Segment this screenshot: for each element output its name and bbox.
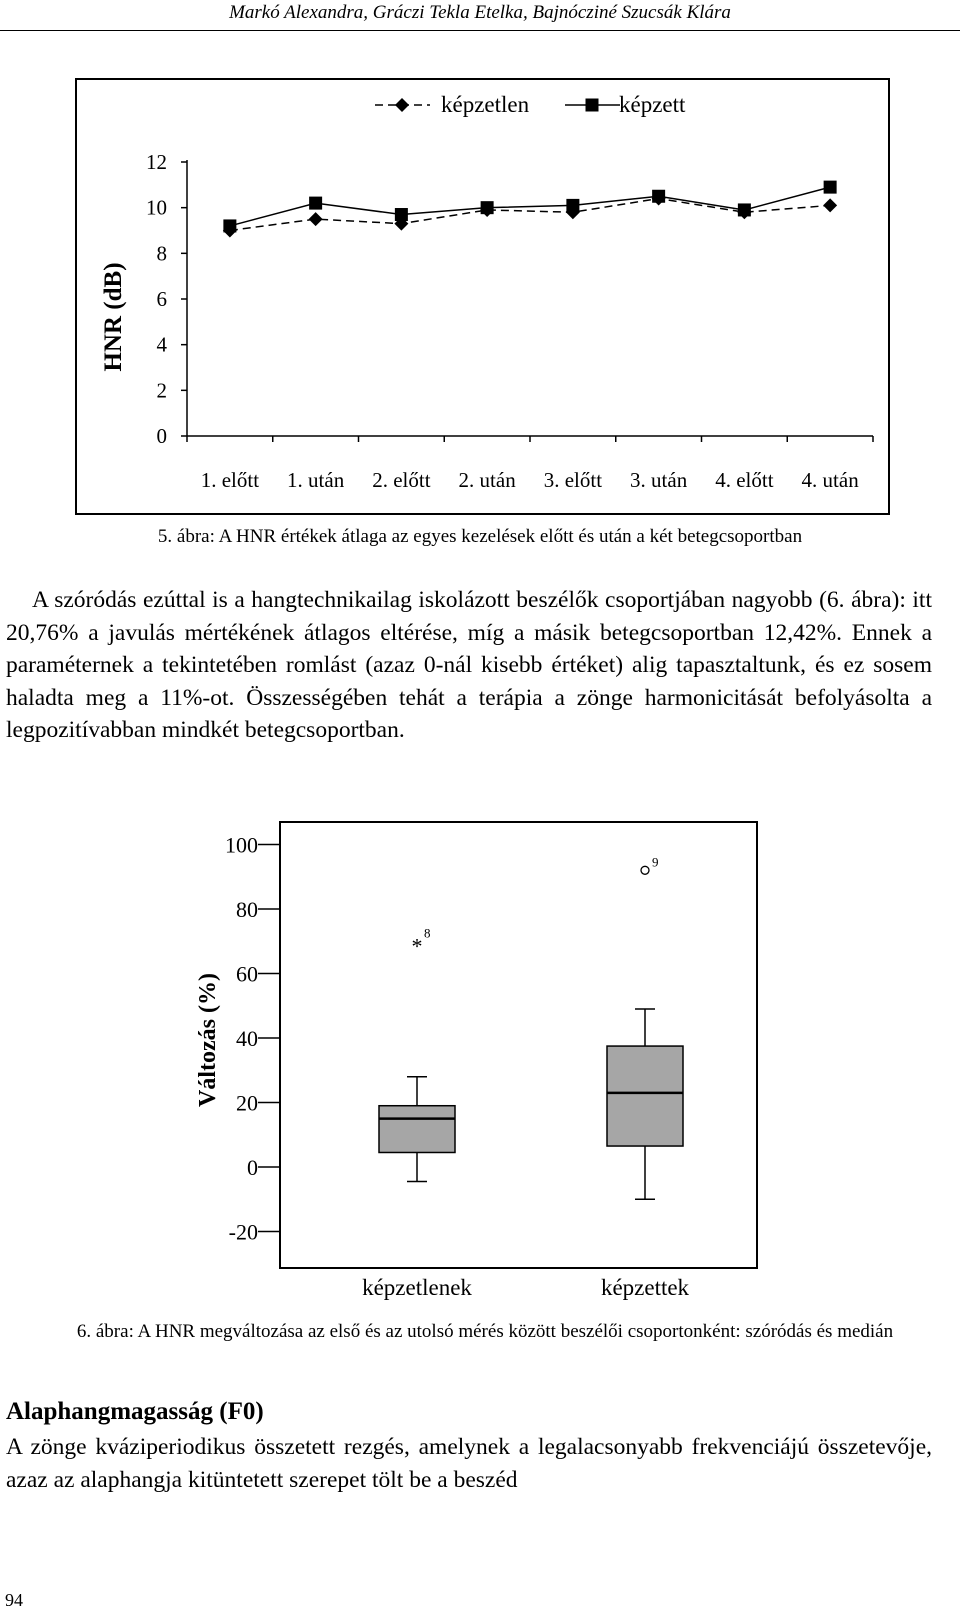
- y-tick-label: 60: [236, 961, 258, 987]
- y-tick-label: 20: [236, 1090, 258, 1116]
- outlier-label: 8: [424, 925, 431, 941]
- figure5-caption: 5. ábra: A HNR értékek átlaga az egyes kezelések előtt és után a két betegcsoportban: [157, 526, 803, 547]
- data-point-képzett: [824, 181, 837, 194]
- y-tick-label: 0: [247, 1155, 258, 1180]
- y-tick-label: 4: [156, 332, 167, 357]
- page-number: 94: [5, 1590, 23, 1610]
- section-heading: Alaphangmagasság (F0): [6, 1398, 264, 1425]
- outlier-marker: *: [411, 933, 423, 959]
- figure5-line-chart: [75, 78, 890, 515]
- data-point-képzett: [223, 219, 236, 232]
- y-tick-label: 10: [146, 195, 167, 220]
- x-tick-label: 3. előtt: [543, 468, 603, 492]
- y-axis-title: Változás (%): [195, 973, 221, 1107]
- legend-label-képzetlen: képzetlen: [441, 92, 530, 117]
- box-képzetlenek: [379, 1106, 455, 1153]
- x-tick-label: 4. előtt: [715, 468, 774, 492]
- data-point-képzetlen: [309, 212, 323, 226]
- x-tick-label: 2. előtt: [372, 468, 431, 492]
- x-category-label: képzettek: [600, 1275, 690, 1300]
- outlier-label: 9: [652, 854, 659, 870]
- x-tick-label: 1. után: [287, 468, 345, 492]
- x-tick-label: 1. előtt: [200, 468, 260, 492]
- legend-marker-képzetlen: [395, 98, 409, 112]
- y-tick-label: 80: [236, 897, 258, 922]
- y-tick-label: -20: [228, 1219, 258, 1245]
- x-tick-label: 2. után: [458, 468, 516, 492]
- x-category-label: képzetlenek: [362, 1275, 472, 1300]
- y-tick-label: 2: [156, 378, 167, 403]
- body-paragraph-2: A zönge kváziperiodikus összetett rezgés, amelynek a legalacsonyabb frekvenciájú összetevője, azaz az alaphangja kitüntetett szerepet tölt be a beszéd: [6, 1434, 932, 1493]
- data-point-képzett: [652, 190, 665, 203]
- box-képzettek: [607, 1046, 683, 1146]
- y-axis-title: HNR (dB): [100, 262, 127, 372]
- running-header: Markó Alexandra, Gráczi Tekla Etelka, Bajnócziné Szucsák Klára: [229, 2, 731, 23]
- body-paragraph-1: A szóródás ezúttal is a hangtechnikailag iskolázott beszélők csoportjában nagyobb (6. ábra): itt 20,76% a javulás mértékének átlagos eltérése, míg a másik betegcsoportban 12,42%. Ennek a paraméternek a tekintetében romlást (azaz 0-nál kisebb értéket) alig tapasztaltunk, és ez sosem haladta meg a 11%-ot. Összességében tehát a terápia a zönge harmonicitását befolyásolta a legpozitívabban mindkét betegcsoportban.: [6, 587, 932, 743]
- data-point-képzett: [395, 208, 408, 221]
- y-tick-label: 6: [156, 287, 167, 311]
- data-point-képzetlen: [823, 198, 837, 212]
- legend-marker-képzett: [586, 99, 599, 112]
- data-point-képzett: [566, 199, 579, 212]
- plot-frame: [280, 822, 757, 1268]
- figure6-boxplot: [185, 820, 760, 1310]
- data-point-képzett: [738, 203, 751, 216]
- y-tick-label: 8: [156, 241, 167, 266]
- figure6-caption: 6. ábra: A HNR megváltozása az első és az utolsó mérés között beszélői csoportonként: szóródás és medián: [76, 1321, 894, 1342]
- data-point-képzett: [481, 201, 494, 214]
- outlier-marker: [641, 866, 649, 874]
- x-tick-label: 3. után: [630, 468, 688, 492]
- chart-frame: [76, 79, 889, 514]
- legend-label-képzett: képzett: [619, 92, 686, 117]
- y-tick-label: 0: [156, 424, 167, 448]
- y-tick-label: 100: [225, 832, 258, 858]
- y-tick-label: 40: [236, 1026, 258, 1051]
- y-tick-label: 12: [146, 150, 167, 174]
- header-rule: [0, 30, 960, 31]
- x-tick-label: 4. után: [801, 468, 859, 492]
- data-point-képzett: [309, 197, 322, 210]
